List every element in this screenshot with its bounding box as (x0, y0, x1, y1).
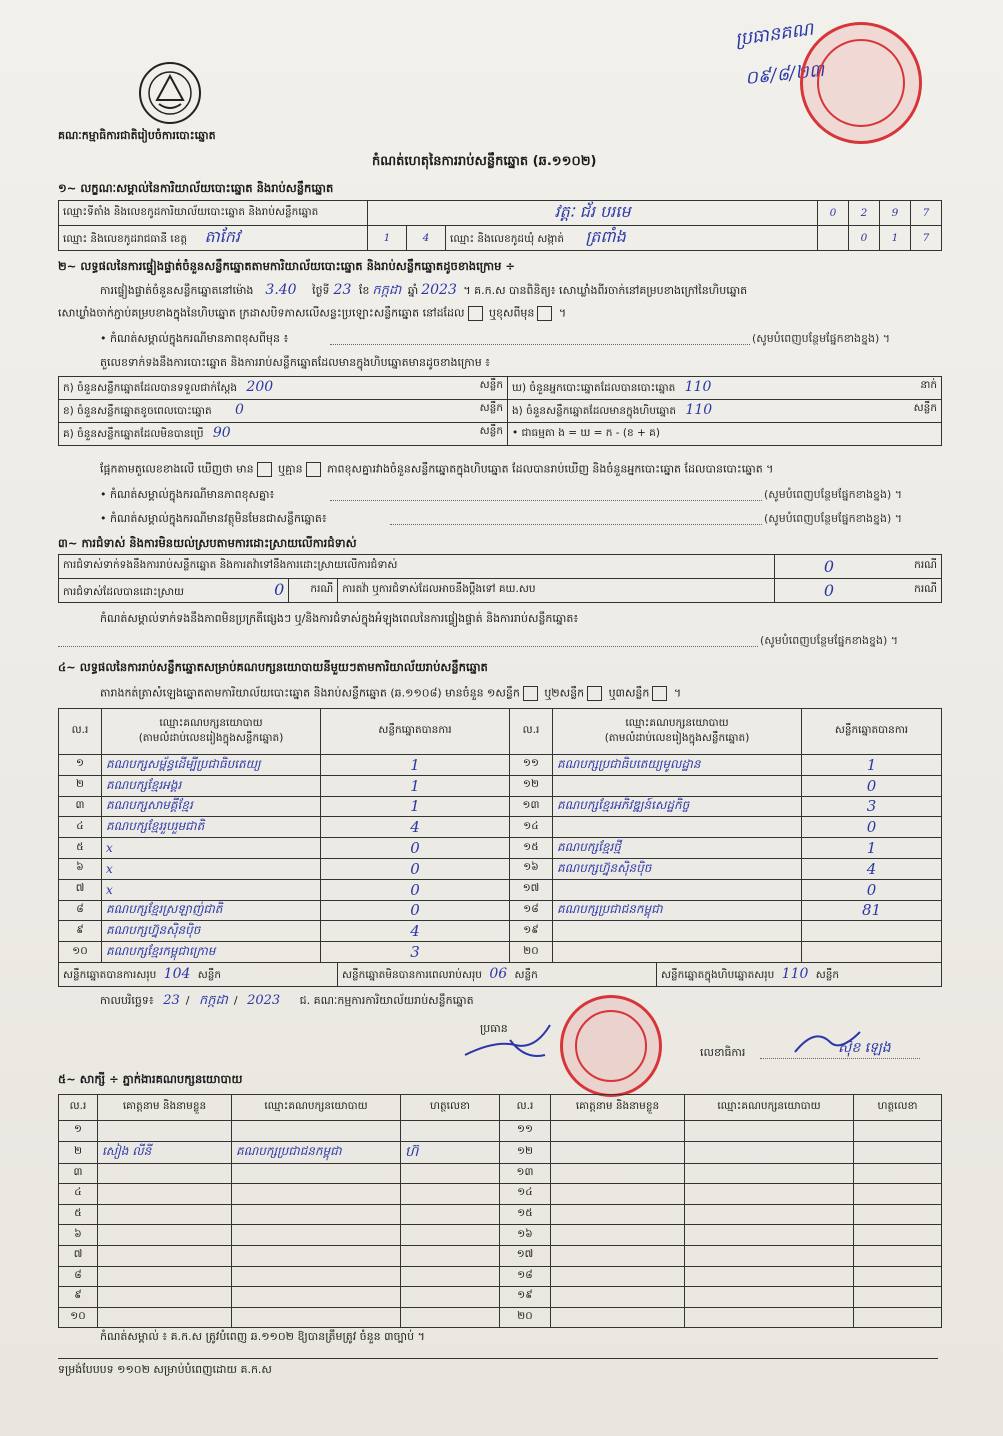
result-no: ១៥ (510, 838, 553, 859)
result-no: ១៤ (510, 817, 553, 838)
witness-sign[interactable] (854, 1225, 942, 1246)
result-no: ១៩ (510, 921, 553, 942)
result-row (59, 858, 942, 879)
result-no: ៦ (59, 858, 102, 879)
date-label: កាលបរិច្ឆេទ៖ (100, 994, 154, 1007)
form-footer: ទម្រង់បែបបទ ១១០២ សម្រាប់បំពេញដោយ គ.ក.ស (58, 1358, 938, 1379)
witness-party[interactable] (232, 1163, 401, 1184)
fig-e-label: ង) ចំនួនសន្លឹកឆ្នោតដែលមានក្នុងហិបឆ្នោត (512, 405, 677, 417)
irregularity-line (58, 646, 758, 647)
date-day: 23 (163, 993, 180, 1008)
date-line: កាលបរិច្ឆេទ៖ 23 / កក្កដា / 2023 ជ. គណៈកម្មការការិយាល័យរាប់សន្លឹកឆ្នោត (100, 993, 474, 1008)
verify-text-g: ឬខុសពីមុន (489, 306, 535, 320)
witness-party[interactable] (232, 1287, 401, 1308)
witness-party[interactable] (232, 1307, 401, 1328)
tally-text-b: ឬ២សន្លឹក (544, 686, 585, 700)
difference-text-c: ភាពខុសគ្នារវាងចំនួនសន្លឹកឆ្នោតក្នុងហិបឆ្នោត ដែលបានរាប់ឃើញ និងចំនួនអ្នកបោះឆ្នោត ដែលបានបោះឆ្នោត ។ (327, 462, 774, 476)
witness-row (59, 1225, 942, 1246)
witness-name[interactable] (551, 1141, 685, 1163)
section5-heading: ៥~ សាក្សី ÷ ភ្នាក់ងារគណបក្សនយោបាយ (58, 1072, 243, 1086)
col-votes-right: សន្លឹកឆ្នោតបានការ (802, 709, 942, 755)
w-col-name-left: គោត្តនាម និងនាមខ្លួន (98, 1095, 232, 1121)
witness-row (59, 1287, 942, 1308)
witness-no: ៣ (59, 1163, 98, 1184)
result-no: ៧ (59, 879, 102, 900)
witness-name[interactable] (551, 1225, 685, 1246)
result-party: គណបក្សខ្មែរអភិវឌ្ឍន៍សេដ្ឋកិច្ច (553, 796, 802, 817)
commune-value: ត្រពាំង (585, 227, 626, 246)
fig-b-unit: សន្លឹក (479, 402, 503, 414)
witness-no: ១០ (59, 1307, 98, 1328)
witness-table (58, 1094, 942, 1328)
witness-name[interactable] (98, 1307, 232, 1328)
witness-sign[interactable] (854, 1141, 942, 1163)
resolved-unit: ករណី (289, 579, 338, 603)
irregularity-hint: (សូមបំពេញបន្ថែមផ្នែកខាងខ្នង) ។ (760, 634, 899, 647)
witness-party[interactable] (232, 1266, 401, 1287)
changed-checkbox[interactable] (537, 306, 552, 321)
section1-table (58, 200, 942, 251)
witness-no: ១២ (500, 1141, 551, 1163)
witness-row (59, 1204, 942, 1225)
no-difference-checkbox[interactable] (306, 462, 321, 477)
witness-no: ១៨ (500, 1266, 551, 1287)
difference-text-b: ឬគ្មាន (278, 462, 303, 476)
witness-party[interactable] (685, 1266, 854, 1287)
top-handwriting-1: ប្រធានគណ (733, 18, 815, 51)
result-row (59, 838, 942, 859)
result-party (553, 942, 802, 963)
fig-b-value: 0 (235, 402, 244, 418)
verify-text-c: ខែ (358, 284, 370, 297)
witness-sign[interactable] (401, 1121, 500, 1142)
result-votes (802, 921, 942, 942)
result-votes: 0 (802, 879, 942, 900)
chief-label: ប្រធាន (480, 1022, 508, 1035)
secretary-label: លេខាធិការ (700, 1046, 746, 1059)
witness-party[interactable] (685, 1121, 854, 1142)
result-votes: 81 (802, 900, 942, 921)
result-votes: 0 (802, 817, 942, 838)
fig-a-label: ក) ចំនួនសន្លឹកឆ្នោតដែលបានទទួលជាក់ស្តែង (63, 382, 238, 394)
witness-sign[interactable] (854, 1266, 942, 1287)
result-row (59, 755, 942, 776)
one-sheet-checkbox[interactable] (523, 686, 538, 701)
difference-line (100, 462, 773, 479)
total-box-label: សន្លឹកឆ្នោតក្នុងហិបឆ្នោតសរុប (661, 968, 775, 981)
witness-sign[interactable] (854, 1163, 942, 1184)
witness-name[interactable] (551, 1184, 685, 1205)
witness-no: ៩ (59, 1287, 98, 1308)
witness-name[interactable] (98, 1225, 232, 1246)
witness-row (59, 1184, 942, 1205)
verify-year: 2023 (421, 282, 457, 298)
witness-no: ១៦ (500, 1225, 551, 1246)
fig-c-unit: សន្លឹក (479, 425, 503, 437)
committee-name: គណៈកម្មាធិការជាតិរៀបចំការបោះឆ្នោត (58, 129, 216, 142)
witness-no: ២ (59, 1141, 98, 1163)
same-checkbox[interactable] (468, 306, 483, 321)
col-party-left: ឈ្មោះគណបក្សនយោបាយ (159, 716, 263, 729)
result-row (59, 900, 942, 921)
witness-body (59, 1121, 942, 1328)
secretary-signature-icon (790, 1022, 870, 1062)
witness-sign[interactable] (854, 1287, 942, 1308)
foreign-object-label: • កំណត់សម្គាល់ក្នុងករណីមានវត្ថុមិនមែនជាសន្លឹកឆ្នោត៖ (100, 512, 327, 525)
witness-sign[interactable] (854, 1184, 942, 1205)
result-no: ២ (59, 775, 102, 796)
difference-note-hint: (សូមបំពេញបន្ថែមផ្នែកខាងខ្នង) ។ (764, 488, 903, 501)
province-value: តាកែវ (204, 227, 240, 246)
totals-table (58, 962, 942, 987)
witness-name[interactable]: សៀង លីនី (98, 1141, 232, 1163)
result-votes: 0 (321, 858, 510, 879)
w-col-no-left: ល.រ (59, 1095, 98, 1121)
complaint-unit: ករណី (883, 555, 942, 579)
appeal-value: 0 (775, 579, 884, 603)
verify-time: 3.40 (265, 282, 297, 298)
result-party: x (102, 858, 321, 879)
result-party: គណបក្សសម្ព័ន្ធដើម្បីប្រជាធិបតេយ្យ (102, 755, 321, 776)
result-votes: 0 (321, 900, 510, 921)
chief-signature-icon (455, 1010, 565, 1070)
result-row (59, 921, 942, 942)
witness-row (59, 1266, 942, 1287)
result-party: គណបក្សខ្មែររួបរួមជាតិ (102, 817, 321, 838)
witness-name[interactable] (551, 1163, 685, 1184)
witness-no: ១១ (500, 1121, 551, 1142)
witness-party[interactable] (232, 1225, 401, 1246)
witness-party[interactable] (685, 1163, 854, 1184)
total-invalid-value: 06 (489, 965, 508, 982)
three-sheet-checkbox[interactable] (652, 686, 667, 701)
figures-table (58, 376, 942, 446)
result-no: ១៦ (510, 858, 553, 879)
witness-name[interactable] (551, 1121, 685, 1142)
witness-no: ៦ (59, 1225, 98, 1246)
total-box-value: 110 (781, 965, 809, 982)
province-label: ឈ្មោះ និងលេខកូដរាជធានី ខេត្ត (63, 233, 188, 245)
fig-e-unit: សន្លឹក (913, 402, 937, 414)
top-handwriting-2: ០៩/៨/២៣ (744, 59, 826, 90)
col-party-left-sub: (តាមលំដាប់លេខរៀងក្នុងសន្លឹកឆ្នោត) (138, 731, 284, 744)
result-party: គណបក្សខ្មែរថ្មី (553, 838, 802, 859)
fig-d-label: ឃ) ចំនួនអ្នកបោះឆ្នោតដែលបានបោះឆ្នោត (512, 382, 676, 394)
result-votes: 1 (321, 775, 510, 796)
location-label: ឈ្មោះទីតាំង និងលេខកូដការិយាល័យបោះឆ្នោត និងរាប់សន្លឹកឆ្នោត (59, 201, 368, 226)
witness-row (59, 1163, 942, 1184)
w-col-sign-right: ហត្ថលេខា (854, 1095, 942, 1121)
witness-row (59, 1245, 942, 1266)
witness-party[interactable] (685, 1184, 854, 1205)
result-party: គណបក្សខ្មែរអង្គរ (102, 775, 321, 796)
secretary-name: ស៊ុខ ឡេង (838, 1040, 891, 1056)
form-title: កំណត់ហេតុនៃការរាប់សន្លឹកឆ្នោត (ឆ.១១០២) (372, 154, 597, 169)
section4-heading: ៤~ លទ្ធផលនៃការរាប់សន្លឹកឆ្នោតសម្រាប់គណបក្សនយោបាយនីមួយៗតាមការិយាល័យរាប់សន្លឹកឆ្នោត (58, 660, 488, 674)
result-votes: 0 (802, 775, 942, 796)
verify-line-1 (100, 282, 747, 301)
complaint-value: 0 (775, 555, 884, 579)
tally-text-a: តារាងកត់ត្រាសំឡេងឆ្នោតតាមការិយាល័យបោះឆ្នោត និងរាប់សន្លឹកឆ្នោត (ឆ.១១០៨) មានចំនួន ១សន្លឹក (100, 686, 520, 700)
witness-no: ១៥ (500, 1204, 551, 1225)
fig-d-value: 110 (684, 379, 712, 395)
difference-note-line (330, 500, 762, 501)
section3-heading: ៣~ ការជំទាស់ និងការមិនយល់ស្របតាមការដោះស្រាយលើការជំទាស់ (58, 536, 357, 550)
foreign-object-hint: (សូមបំពេញបន្ថែមផ្នែកខាងខ្នង) ។ (764, 512, 903, 525)
verify-text-f: សោឃ្លាំងចាក់ភ្ជាប់គម្របខាងក្នុងនៃហិបឆ្នោត ក្រដាសបិទភាសលើសន្លះប្រឡោះសន្លឹកឆ្នោត នៅដដែល (58, 306, 465, 320)
result-votes: 1 (802, 838, 942, 859)
witness-sign[interactable]: ហ៊ (401, 1141, 500, 1163)
witness-no: ១៣ (500, 1163, 551, 1184)
col-no-left: ល.រ (59, 709, 102, 755)
col-no-right: ល.រ (510, 709, 553, 755)
witness-party[interactable] (685, 1307, 854, 1328)
total-box-unit: សន្លឹក (815, 968, 840, 981)
section2-heading: ២~ លទ្ធផលនៃការផ្ទៀងផ្ទាត់ចំនួនសន្លឹកឆ្នោតតាមការិយាល័យបោះឆ្នោត និងរាប់សន្លឹកឆ្នោតដូចខាងក្រោម ÷ (58, 259, 516, 273)
total-invalid-label: សន្លឹកឆ្នោតមិនបានការពេលរាប់សរុប (342, 968, 482, 981)
result-row (59, 775, 942, 796)
verify-month: កក្កដា (372, 283, 402, 298)
difference-note-label: • កំណត់សម្គាល់ក្នុងករណីមានភាពខុសគ្នា៖ (100, 488, 275, 501)
witness-party[interactable] (685, 1225, 854, 1246)
sign-label: ជ. គណៈកម្មការការិយាល័យរាប់សន្លឹកឆ្នោត (299, 994, 474, 1007)
result-no: ៤ (59, 817, 102, 838)
witness-no: ២០ (500, 1307, 551, 1328)
fig-a-value: 200 (246, 379, 274, 395)
witness-party[interactable] (685, 1245, 854, 1266)
result-votes: 1 (321, 796, 510, 817)
appeal-unit: ករណី (883, 579, 942, 603)
witness-no: ៧ (59, 1245, 98, 1266)
verify-text-d: ឆ្នាំ (407, 284, 419, 297)
witness-party[interactable] (232, 1245, 401, 1266)
result-votes: 4 (321, 921, 510, 942)
witness-name[interactable] (551, 1245, 685, 1266)
witness-sign[interactable] (854, 1204, 942, 1225)
prov-code-2: 4 (407, 226, 446, 251)
fig-c-label: គ) ចំនួនសន្លឹកឆ្នោតដែលមិនបានប្រើ (63, 428, 204, 440)
result-no: ១០ (59, 942, 102, 963)
results-table (58, 708, 942, 963)
official-stamp-top (800, 22, 922, 144)
figures-intro: តួលេខទាក់ទងនឹងការបោះឆ្នោត និងការរាប់សន្លឹកឆ្នោតដែលមានក្នុងហិបឆ្នោតមានដូចខាងក្រោម ៖ (100, 356, 491, 369)
total-valid-value: 104 (163, 965, 191, 982)
result-party (553, 817, 802, 838)
result-votes: 1 (802, 755, 942, 776)
resolved-label: ការជំទាស់ដែលបានដោះស្រាយ (63, 586, 185, 598)
diff-note-label: • កំណត់សម្គាល់ក្នុងករណីមានភាពខុសពីមុន ៖ (100, 332, 289, 345)
total-valid-label: សន្លឹកឆ្នោតបានការសរុប (63, 968, 157, 981)
com-code-2: 1 (880, 226, 911, 251)
result-votes: 0 (321, 879, 510, 900)
fig-d-unit: នាក់ (920, 379, 937, 391)
result-votes: 4 (321, 817, 510, 838)
result-votes: 3 (802, 796, 942, 817)
verify-line-2: សោឃ្លាំងចាក់ភ្ជាប់គម្របខាងក្នុងនៃហិបឆ្នោត ក្រដាសបិទភាសលើសន្លះប្រឡោះសន្លឹកឆ្នោត នៅដដែល ឬខុសពីមុន ។ (58, 306, 567, 320)
witness-name[interactable] (551, 1307, 685, 1328)
witness-sign[interactable] (854, 1245, 942, 1266)
result-no: ១៣ (510, 796, 553, 817)
result-party: គណបក្សខ្មែរកម្ពុជាក្រោម (102, 942, 321, 963)
result-party: គណបក្សហ្វ៊ុនស៊ិនប៉ិច (102, 921, 321, 942)
verify-text-e: ។ គ.ក.ស បានពិនិត្យ៖ សោឃ្លាំងពីរចាក់នៅគម្របខាងក្រៅនៃហិបឆ្នោត (463, 284, 748, 297)
result-party: x (102, 879, 321, 900)
result-votes: 4 (802, 858, 942, 879)
witness-name[interactable] (551, 1266, 685, 1287)
complaints-table (58, 554, 942, 603)
witness-party[interactable] (232, 1184, 401, 1205)
diff-note-hint: (សូមបំពេញបន្ថែមផ្នែកខាងខ្នង) ។ (752, 332, 891, 345)
w-col-sign-left: ហត្ថលេខា (401, 1095, 500, 1121)
result-row (59, 879, 942, 900)
difference-text-a: ផ្អែកតាមតួលេខខាងលើ ឃើញថា មាន (100, 462, 254, 476)
col-party-right: ឈ្មោះគណបក្សនយោបាយ (625, 716, 729, 729)
result-no: ១ (59, 755, 102, 776)
tally-sheet-line: តារាងកត់ត្រាសំឡេងឆ្នោតតាមការិយាល័យបោះឆ្នោត និងរាប់សន្លឹកឆ្នោត (ឆ.១១០៨) មានចំនួន ១សន្លឹក ឬ២សន្លឹក ឬ៣សន្លឹក ។ (100, 686, 682, 700)
w-col-party-left: ឈ្មោះគណបក្សនយោបាយ (232, 1095, 401, 1121)
result-no: ១៧ (510, 879, 553, 900)
witness-no: ១៤ (500, 1184, 551, 1205)
bottom-note: កំណត់សម្គាល់ ៖ គ.ក.ស ត្រូវបំពេញ ឆ.១១០២ ឱ្យបានត្រឹមត្រូវ ចំនួន ៣ច្បាប់ ។ (100, 1330, 425, 1343)
witness-name[interactable] (98, 1204, 232, 1225)
official-stamp-bottom (560, 995, 662, 1097)
fig-a-unit: សន្លឹក (479, 379, 503, 391)
witness-row (59, 1141, 942, 1163)
witness-name[interactable] (98, 1245, 232, 1266)
section1-heading: ១~ លក្ខណៈសម្គាល់នៃការិយាល័យបោះឆ្នោត និងរាប់សន្លឹកឆ្នោត (58, 181, 334, 195)
fig-c-value: 90 (212, 425, 231, 441)
result-no: ៣ (59, 796, 102, 817)
result-no: ៥ (59, 838, 102, 859)
verify-day: 23 (333, 282, 352, 298)
witness-sign[interactable] (401, 1163, 500, 1184)
witness-no: ១៧ (500, 1245, 551, 1266)
result-party: គណបក្សសាមគ្គីខ្មែរ (102, 796, 321, 817)
witness-name[interactable] (98, 1287, 232, 1308)
result-row (59, 796, 942, 817)
date-year: 2023 (247, 993, 281, 1008)
witness-sign[interactable] (401, 1245, 500, 1266)
witness-row (59, 1121, 942, 1142)
witness-sign[interactable] (401, 1184, 500, 1205)
date-month: កក្កដា (198, 993, 228, 1008)
results-body (59, 755, 942, 963)
w-col-party-right: ឈ្មោះគណបក្សនយោបាយ (685, 1095, 854, 1121)
tally-text-c: ឬ៣សន្លឹក (608, 686, 650, 700)
fig-b-label: ខ) ចំនួនសន្លឹកឆ្នោតខូចពេលបោះឆ្នោត (63, 405, 212, 417)
verify-text-b: ថ្ងៃទី (312, 284, 330, 297)
witness-no: ១៩ (500, 1287, 551, 1308)
location-value: វត្តៈ ជ័រ បរមេ (554, 202, 631, 221)
complaint-label: ការជំទាស់ទាក់ទងនឹងការរាប់សន្លឹកឆ្នោត និងការតវ៉ាទៅនឹងការដោះស្រាយលើការជំទាស់ (59, 555, 775, 579)
witness-no: ៨ (59, 1266, 98, 1287)
witness-no: ១ (59, 1121, 98, 1142)
com-code-3: 7 (911, 226, 942, 251)
loc-code-2: 2 (849, 201, 880, 226)
witness-party[interactable] (685, 1141, 854, 1163)
result-row (59, 817, 942, 838)
total-invalid-unit: សន្លឹក (514, 968, 538, 981)
witness-name[interactable] (98, 1121, 232, 1142)
result-party (553, 879, 802, 900)
w-col-no-right: ល.រ (500, 1095, 551, 1121)
result-party (553, 775, 802, 796)
witness-party[interactable]: គណបក្សប្រជាជនកម្ពុជា (232, 1141, 401, 1163)
result-party (553, 921, 802, 942)
has-difference-checkbox[interactable] (257, 462, 272, 477)
witness-no: ៥ (59, 1204, 98, 1225)
witness-sign[interactable] (854, 1307, 942, 1328)
total-valid-unit: សន្លឹក (197, 968, 222, 981)
result-votes: 3 (321, 942, 510, 963)
result-no: ៩ (59, 921, 102, 942)
witness-sign[interactable] (401, 1225, 500, 1246)
result-no: ១២ (510, 775, 553, 796)
witness-sign[interactable] (401, 1287, 500, 1308)
com-code-1: 0 (849, 226, 880, 251)
result-party: x (102, 838, 321, 859)
witness-party[interactable] (232, 1204, 401, 1225)
witness-name[interactable] (551, 1287, 685, 1308)
diff-note-line (330, 344, 750, 345)
result-no: ២០ (510, 942, 553, 963)
two-sheet-checkbox[interactable] (587, 686, 602, 701)
national-emblem-icon (137, 60, 203, 126)
result-party: គណបក្សប្រជាជនកម្ពុជា (553, 900, 802, 921)
foreign-object-line (390, 524, 762, 525)
verify-text-a: ការផ្ទៀងផ្ទាត់ចំនួនសន្លឹកឆ្នោតនៅម៉ោង (100, 284, 254, 297)
col-party-right-sub: (តាមលំដាប់លេខរៀងក្នុងសន្លឹកឆ្នោត) (604, 731, 750, 744)
witness-party[interactable] (685, 1287, 854, 1308)
result-party: គណបក្សហ្វ៊ុនស៊ិនប៉ិច (553, 858, 802, 879)
witness-row (59, 1307, 942, 1328)
result-row (59, 942, 942, 963)
appeal-label: ការតវ៉ា ឬការជំទាស់ដែលអាចនឹងប្តឹងទៅ គឃ.សប (338, 579, 775, 603)
w-col-name-right: គោត្តនាម និងនាមខ្លួន (551, 1095, 685, 1121)
witness-name[interactable] (98, 1163, 232, 1184)
commune-label: ឈ្មោះ និងលេខកូដឃុំ សង្កាត់ (450, 233, 565, 245)
witness-name[interactable] (98, 1266, 232, 1287)
fig-e-value: 110 (685, 402, 713, 418)
witness-party[interactable] (232, 1121, 401, 1142)
result-votes: 0 (321, 838, 510, 859)
witness-sign[interactable] (401, 1307, 500, 1328)
result-party: គណបក្សប្រជាធិបតេយ្យមូលដ្ឋាន (553, 755, 802, 776)
loc-code-1: 0 (818, 201, 849, 226)
witness-party[interactable] (685, 1204, 854, 1225)
witness-sign[interactable] (401, 1204, 500, 1225)
witness-name[interactable] (551, 1204, 685, 1225)
irregularity-label: កំណត់សម្គាល់ទាក់ទងនឹងភាពមិនប្រក្រតីផ្សេងៗ ឬ/និងការជំទាស់ក្នុងអំឡុងពេលនៃការផ្ទៀងផ្ទាត់ និងការរាប់សន្លឹកឆ្នោត៖ (100, 612, 579, 625)
witness-sign[interactable] (401, 1266, 500, 1287)
prov-code-1: 1 (368, 226, 407, 251)
witness-sign[interactable] (854, 1121, 942, 1142)
witness-no: ៤ (59, 1184, 98, 1205)
result-no: ១៨ (510, 900, 553, 921)
result-votes: 1 (321, 755, 510, 776)
result-no: ៨ (59, 900, 102, 921)
loc-code-3: 9 (880, 201, 911, 226)
fig-formula: • ជាធម្មតា ង = ឃ = ក - (ខ + គ) (512, 426, 660, 439)
col-votes-left: សន្លឹកឆ្នោតបានការ (321, 709, 510, 755)
result-votes (802, 942, 942, 963)
witness-name[interactable] (98, 1184, 232, 1205)
loc-code-4: 7 (911, 201, 942, 226)
result-no: ១១ (510, 755, 553, 776)
resolved-value: 0 (274, 580, 285, 599)
result-party: គណបក្សខ្មែរស្រឡាញ់ជាតិ (102, 900, 321, 921)
